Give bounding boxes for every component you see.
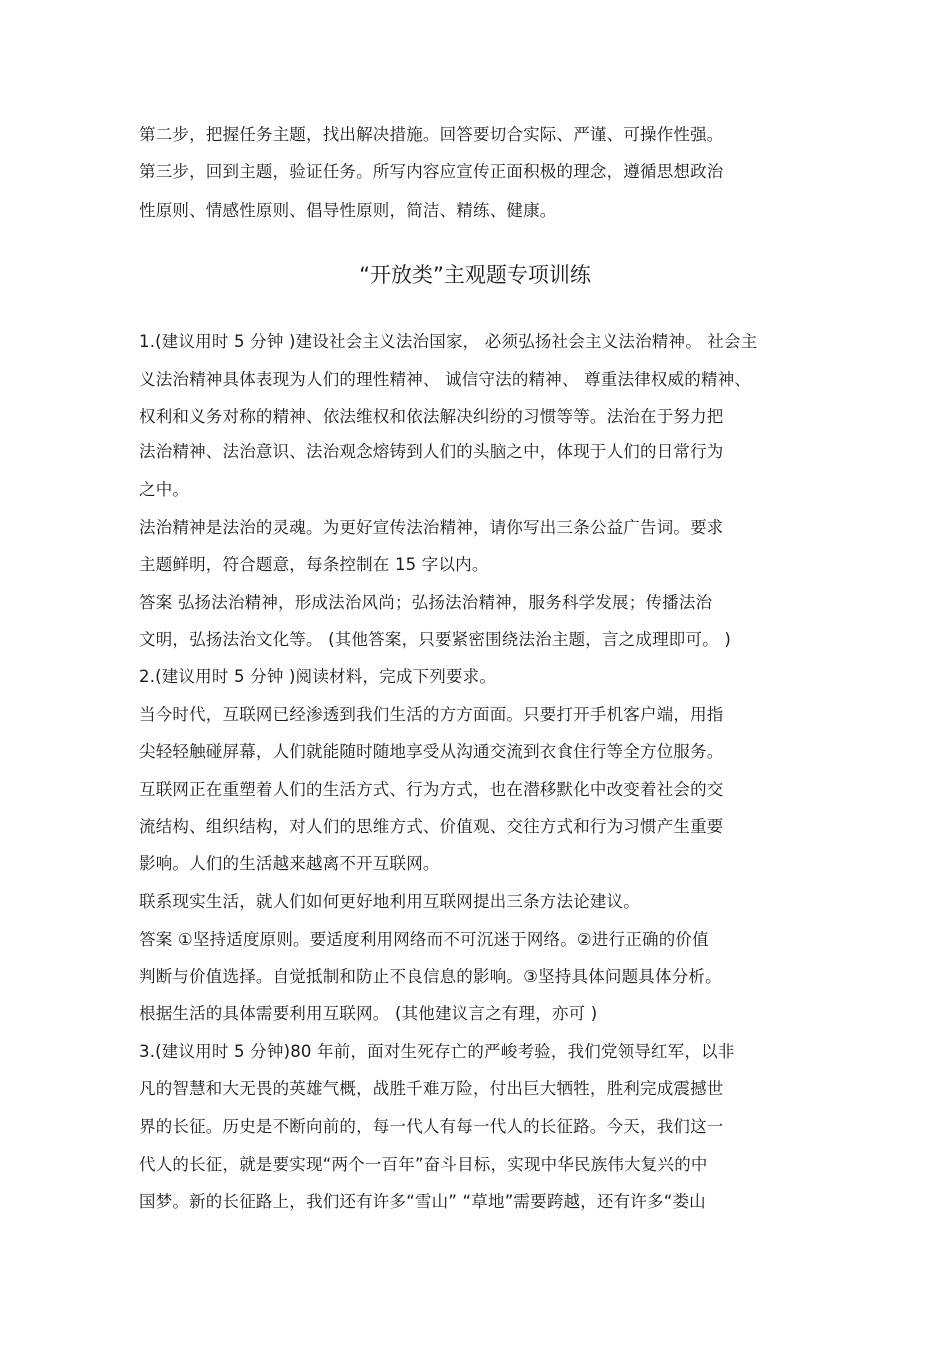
body-line: 代人的长征，就是要实现“两个一百年”奋斗目标，实现中华民族伟大复兴的中: [139, 1155, 708, 1174]
body-line: 互联网正在重塑着人们的生活方式、行为方式，也在潜移默化中改变着社会的交: [139, 780, 724, 799]
body-line: 义法治精神具体表现为人们的理性精神、 诚信守法的精神、 尊重法律权威的精神、: [139, 370, 752, 389]
answer-line: 根据生活的具体需要利用互联网。 (其他建议言之有理，亦可 ): [139, 1004, 598, 1023]
body-line: 之中。: [139, 480, 190, 499]
intro-line: 性原则、情感性原则、倡导性原则，简洁、精练、健康。: [139, 201, 557, 220]
body-line: 法治精神、法治意识、法治观念熔铸到人们的头脑之中，体现于人们的日常行为: [139, 442, 724, 461]
body-line: 当今时代，互联网已经渗透到我们生活的方方面面。只要打开手机客户端，用指: [139, 705, 724, 724]
body-line: 国梦。新的长征路上，我们还有许多“雪山” “草地”需要跨越，还有许多“娄山: [139, 1192, 706, 1211]
body-line: 界的长征。历史是不断向前的，每一代人有每一代人的长征路。今天，我们这一: [139, 1117, 724, 1136]
body-line: 权利和义务对称的精神、依法维权和依法解决纠纷的习惯等等。法治在于努力把: [139, 407, 724, 426]
body-line: 尖轻轻触碰屏幕，人们就能随时随地享受从沟通交流到衣食住行等全方位服务。: [139, 742, 724, 761]
intro-line: 第二步，把握任务主题，找出解决措施。回答要切合实际、严谨、可操作性强。: [139, 125, 724, 144]
answer-line: 文明，弘扬法治文化等。 (其他答案，只要紧密围绕法治主题，言之成理即可。 ): [139, 630, 731, 649]
body-line: 影响。人们的生活越来越离不开互联网。: [139, 854, 440, 873]
intro-line: 第三步，回到主题，验证任务。所写内容应宣传正面积极的理念，遵循思想政治: [139, 162, 724, 181]
section-title: “开放类”主观题专项训练: [359, 263, 591, 287]
body-line: 流结构、组织结构，对人们的思维方式、价值观、交往方式和行为习惯产生重要: [139, 817, 724, 836]
body-line: 凡的智慧和大无畏的英雄气概，战胜千难万险，付出巨大牺牲，胜利完成震撼世: [139, 1079, 724, 1098]
answer-line: 答案 弘扬法治精神，形成法治风尚；弘扬法治精神，服务科学发展；传播法治: [139, 593, 713, 612]
body-line: 主题鲜明，符合题意，每条控制在 15 字以内。: [139, 555, 489, 574]
question-line: 3.(建议用时 5 分钟)80 年前，面对生死存亡的严峻考验，我们党领导红军，以非: [139, 1042, 735, 1061]
body-line: 1.(建议用时 5 分钟 )建设社会主义法治国家， 必须弘扬社会主义法治精神。 社会主: [139, 332, 758, 351]
answer-line: 判断与价值选择。自觉抵制和防止不良信息的影响。③坚持具体问题具体分析。: [139, 967, 722, 986]
body-line: 联系现实生活，就人们如何更好地利用互联网提出三条方法论建议。: [139, 892, 640, 911]
body-line: 法治精神是法治的灵魂。为更好宣传法治精神，请你写出三条公益广告词。要求: [139, 518, 724, 537]
question-line: 2.(建议用时 5 分钟 )阅读材料，完成下列要求。: [139, 667, 497, 686]
answer-line: 答案 ①坚持适度原则。要适度利用网络而不可沉迷于网络。②进行正确的价值: [139, 930, 709, 949]
